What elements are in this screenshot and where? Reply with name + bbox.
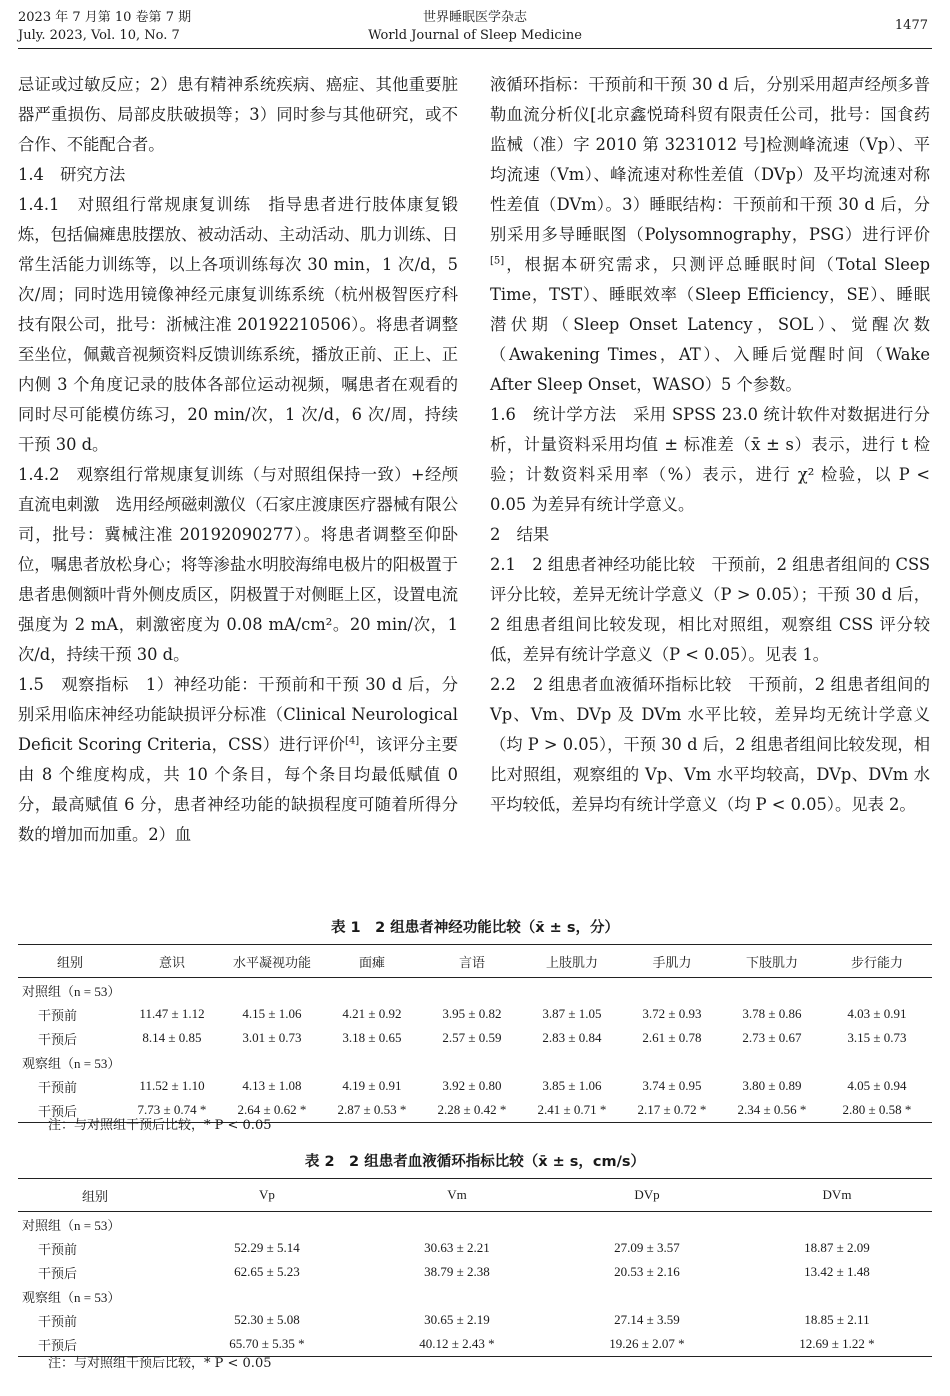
section-1-5-text-a: 1.5 观察指标 1）神经功能：干预前和干预 30 d 后，分别采用临床神经功能缺损评分标准（Clinical Neurological Deficit Scoring Criteria，CSS）进行评价 <box>18 675 458 754</box>
table-1-col-walking: 步行能力 <box>822 945 932 978</box>
cell: 2.80 ± 0.58 * <box>822 1098 932 1123</box>
table-1-col-consciousness: 意识 <box>122 945 222 978</box>
table-1-header-row <box>18 945 932 978</box>
table-2 <box>18 1178 932 1357</box>
citation-5: [5] <box>490 255 505 267</box>
page-number: 1477 <box>894 18 928 33</box>
table-2-col-dvm: DVm <box>742 1179 932 1212</box>
table-1-group-observation: 观察组（n = 53） <box>22 1055 121 1071</box>
cell: 2.57 ± 0.59 <box>442 1030 502 1045</box>
cell: 2.28 ± 0.42 * <box>422 1098 522 1123</box>
table-row <box>18 1260 932 1284</box>
cell: 2.87 ± 0.53 * <box>322 1098 422 1123</box>
cell: 65.70 ± 5.35 * <box>172 1332 362 1357</box>
table-2-group-observation: 观察组（n = 53） <box>22 1289 121 1305</box>
cell: 52.29 ± 5.14 <box>234 1240 300 1255</box>
cell: 2.61 ± 0.78 <box>642 1030 702 1045</box>
table-1-note: 注：与对照组干预后比较，* P < 0.05 <box>48 1118 272 1133</box>
cell: 2.64 ± 0.62 * <box>222 1098 322 1123</box>
row-label: 干预前 <box>38 1007 78 1023</box>
cell: 4.19 ± 0.91 <box>342 1078 402 1093</box>
cell: 8.14 ± 0.85 <box>142 1030 202 1045</box>
cell: 3.92 ± 0.80 <box>442 1078 502 1093</box>
section-2-1: 2.1 2 组患者神经功能比较 干预前，2 组患者组间的 CSS 评分比较，差异无统计学意义（P > 0.05）；干预 30 d 后，2 组患者组间比较发现，相比对照组，观察组 CSS 评分较低，差异有统计学意义（P < 0.05）。见表 1。 <box>490 555 930 664</box>
table-2-col-dvp: DVp <box>552 1179 742 1212</box>
exclusion-criteria-text: 忌证或过敏反应；2）患有精神系统疾病、癌症、其他重要脏器严重损伤、局部皮肤破损等；3）同时参与其他研究，或不合作、不能配合者。 <box>18 75 458 154</box>
cell: 38.79 ± 2.38 <box>424 1264 490 1279</box>
issue-cn: 2023 年 7 月第 10 卷第 7 期 <box>18 10 192 25</box>
row-label: 干预后 <box>38 1031 78 1047</box>
cell: 12.69 ± 1.22 * <box>742 1332 932 1357</box>
right-column <box>490 70 930 820</box>
table-2-group-control: 对照组（n = 53） <box>22 1217 121 1233</box>
table-row <box>18 978 932 1003</box>
cell: 2.34 ± 0.56 * <box>722 1098 822 1123</box>
cell: 7.73 ± 0.74 * <box>122 1098 222 1123</box>
issue-en: July. 2023, Vol. 10, No. 7 <box>18 28 180 43</box>
table-1 <box>18 944 932 1123</box>
section-1-5 <box>18 670 458 850</box>
row-label: 干预后 <box>18 1098 122 1123</box>
table-2-header-row <box>18 1179 932 1212</box>
cell: 52.30 ± 5.08 <box>234 1312 300 1327</box>
cell: 11.47 ± 1.12 <box>139 1006 205 1021</box>
cell: 3.72 ± 0.93 <box>642 1006 702 1021</box>
table-1-col-hand: 手肌力 <box>622 945 722 978</box>
journal-name-en: World Journal of Sleep Medicine <box>368 28 582 43</box>
cell: 27.14 ± 3.59 <box>614 1312 680 1327</box>
cell: 13.42 ± 1.48 <box>804 1264 870 1279</box>
cell: 3.78 ± 0.86 <box>742 1006 802 1021</box>
section-2-2: 2.2 2 组患者血液循环指标比较 干预前，2 组患者组间的 Vp、Vm、DVp 及 DVm 水平比较，差异均无统计学意义（均 P > 0.05），干预 30 d 后，2 组患者组间比较发现，相比对照组，观察组的 Vp、Vm 水平均较高，DVp、DVm 水平均较低，差异均有统计学意义（均 P < 0.05）。见表 2。 <box>490 675 930 814</box>
table-1-group-control: 对照组（n = 53） <box>22 983 121 999</box>
table-1-col-group: 组别 <box>18 945 122 978</box>
table-row <box>18 1050 932 1074</box>
cell: 3.80 ± 0.89 <box>742 1078 802 1093</box>
cell: 18.85 ± 2.11 <box>804 1312 870 1327</box>
table-1-col-upper-limb: 上肢肌力 <box>522 945 622 978</box>
row-label: 干预后 <box>38 1265 78 1281</box>
left-column <box>18 70 458 850</box>
cell: 3.74 ± 0.95 <box>642 1078 702 1093</box>
row-label: 干预后 <box>18 1332 172 1357</box>
table-2-col-vp: Vp <box>172 1179 362 1212</box>
table-2-title: 表 2 2 组患者血液循环指标比较（x̄ ± s，cm/s） <box>304 1154 646 1170</box>
section-1-4-1: 1.4.1 对照组行常规康复训练 指导患者进行肢体康复锻炼，包括偏瘫患肢摆放、被动活动、主动活动、肌力训练、日常生活能力训练等，以上各项训练每次 30 min，1 次/d，5 次/周；同时选用镜像神经元康复训练系统（杭州极智医疗科技有限公司，批号：浙械注准 20192210506）。将患者调整至坐位，佩戴音视频资料反馈训练系统，播放正前、正上、正内侧 3 个角度记录的肢体各部位运动视频，嘱患者在观看的同时尽可能模仿练习，20 min/次，1 次/d，6 次/周，持续干预 30 d。 <box>18 195 458 454</box>
table-2-note: 注：与对照组干预后比较，* P < 0.05 <box>48 1356 272 1371</box>
cell: 2.41 ± 0.71 * <box>522 1098 622 1123</box>
cell: 30.65 ± 2.19 <box>424 1312 490 1327</box>
cell: 3.95 ± 0.82 <box>442 1006 502 1021</box>
table-row <box>18 1308 932 1332</box>
cell: 3.15 ± 0.73 <box>847 1030 907 1045</box>
section-1-5-text-b: ，该评分主要由 8 个维度构成，共 10 个条目，每个条目均最低赋值 0 分，最高赋值 6 分，患者神经功能的缺损程度可随着所得分数的增加而加重。2）血 <box>18 735 458 844</box>
cell: 20.53 ± 2.16 <box>614 1264 680 1279</box>
row-label: 干预前 <box>38 1079 78 1095</box>
table-1-col-facial: 面瘫 <box>322 945 422 978</box>
table-2-col-vm: Vm <box>362 1179 552 1212</box>
cell: 3.87 ± 1.05 <box>542 1006 602 1021</box>
header-divider <box>18 48 932 49</box>
cell: 4.03 ± 0.91 <box>847 1006 907 1021</box>
cell: 19.26 ± 2.07 * <box>552 1332 742 1357</box>
table-row <box>18 1284 932 1308</box>
cell: 4.21 ± 0.92 <box>342 1006 402 1021</box>
table-1-col-speech: 言语 <box>422 945 522 978</box>
cell: 3.01 ± 0.73 <box>242 1030 302 1045</box>
table-row <box>18 1074 932 1098</box>
cell: 30.63 ± 2.21 <box>424 1240 490 1255</box>
cell: 2.73 ± 0.67 <box>742 1030 802 1045</box>
cell: 62.65 ± 5.23 <box>234 1264 300 1279</box>
cell: 40.12 ± 2.43 * <box>362 1332 552 1357</box>
journal-name <box>0 9 950 45</box>
cell: 2.17 ± 0.72 * <box>622 1098 722 1123</box>
cell: 11.52 ± 1.10 <box>139 1078 205 1093</box>
page-header <box>0 0 950 48</box>
journal-name-cn: 世界睡眠医学杂志 <box>422 10 527 25</box>
table-1-col-lower-limb: 下肢肌力 <box>722 945 822 978</box>
citation-4: [4] <box>345 735 360 747</box>
cell: 2.83 ± 0.84 <box>542 1030 602 1045</box>
row-label: 干预前 <box>38 1313 78 1329</box>
blood-circulation-text <box>490 70 930 400</box>
table-1-title: 表 1 2 组患者神经功能比较（x̄ ± s，分） <box>330 920 619 936</box>
cell: 3.18 ± 0.65 <box>342 1030 402 1045</box>
table-row <box>18 1026 932 1050</box>
section-2-title: 2 结果 <box>490 525 550 544</box>
blood-circulation-text-b: ，根据本研究需求，只测评总睡眠时间（Total Sleep Time，TST）、睡眠效率（Sleep Efficiency，SE）、睡眠潜伏期（Sleep Onset Latency，SOL）、觉醒次数（Awakening Times，AT）、入睡后觉醒时间（Wake After Sleep Onset，WASO）5 个参数。 <box>490 255 930 394</box>
table-row <box>18 1236 932 1260</box>
cell: 3.85 ± 1.06 <box>542 1078 602 1093</box>
cell: 27.09 ± 3.57 <box>614 1240 680 1255</box>
table-row <box>18 1002 932 1026</box>
blood-circulation-text-a: 液循环指标：干预前和干预 30 d 后，分别采用超声经颅多普勒血流分析仪[北京鑫悦琦科贸有限责任公司，批号：国食药监械（准）字 2010 第 3231012 号]检测峰流速（Vp）、平均流速（Vm）、峰流速对称性差值（DVp）及平均流速对称性差值（DVm）。3）睡眠结构：干预前和干预 30 d 后，分别采用多导睡眠图（Polysomnography，PSG）进行评价 <box>490 75 930 244</box>
section-1-6: 1.6 统计学方法 采用 SPSS 23.0 统计软件对数据进行分析，计量资料采用均值 ± 标准差（x̄ ± s）表示，进行 t 检验；计数资料采用率（%）表示，进行 χ² 检验，以 P < 0.05 为差异有统计学意义。 <box>490 405 930 514</box>
section-1-4-title: 1.4 研究方法 <box>18 165 126 184</box>
table-2-col-group: 组别 <box>18 1179 172 1212</box>
table-row <box>18 1212 932 1237</box>
cell: 4.05 ± 0.94 <box>847 1078 907 1093</box>
section-1-4-2: 1.4.2 观察组行常规康复训练（与对照组保持一致）+经颅直流电刺激 选用经颅磁刺激仪（石家庄渡康医疗器械有限公司，批号：冀械注准 20192090277）。将患者调整至仰卧位，嘱患者放松身心；将等渗盐水明胶海绵电极片的阳极置于患者患侧额叶背外侧皮质区，阴极置于对侧眶上区，设置电流强度为 2 mA，刺激密度为 0.08 mA/cm²。20 min/次，1 次/d，持续干预 30 d。 <box>18 465 458 664</box>
table-1-col-gaze: 水平凝视功能 <box>222 945 322 978</box>
cell: 4.15 ± 1.06 <box>242 1006 302 1021</box>
row-label: 干预前 <box>38 1241 78 1257</box>
cell: 4.13 ± 1.08 <box>242 1078 302 1093</box>
cell: 18.87 ± 2.09 <box>804 1240 870 1255</box>
